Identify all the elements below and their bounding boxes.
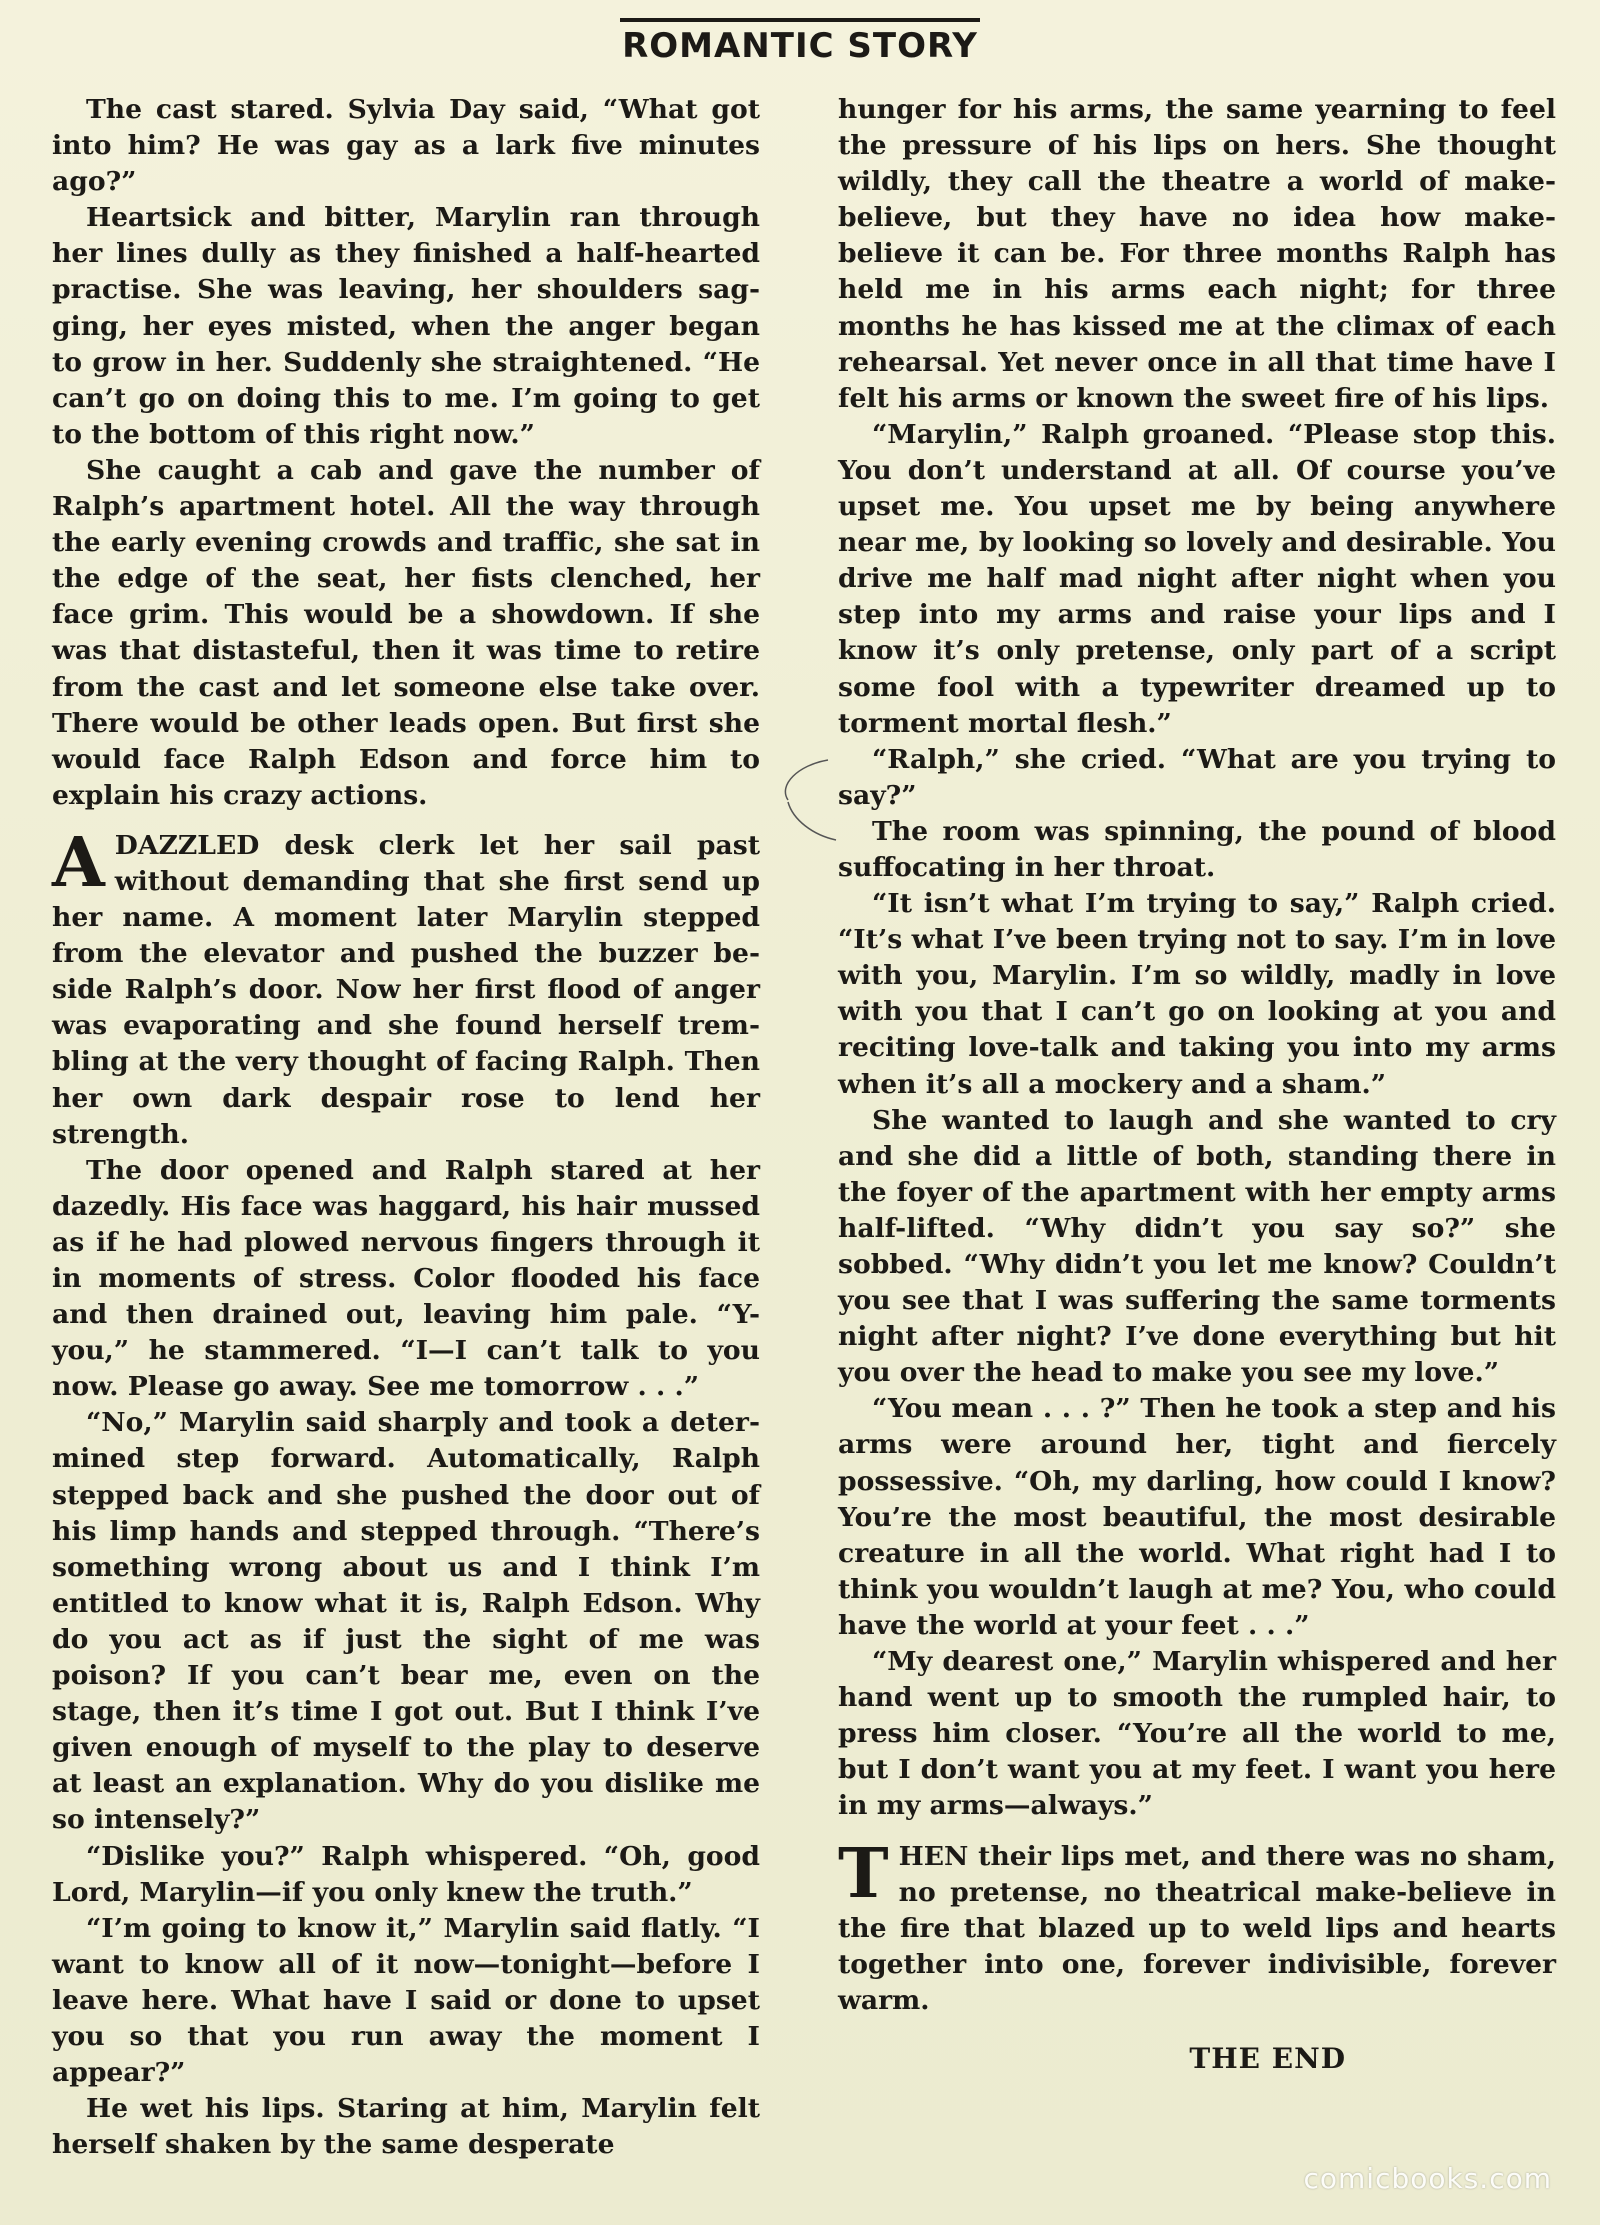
section-break <box>52 814 760 828</box>
right-column <box>838 92 1556 2077</box>
drop-cap-paragraph <box>838 1833 1556 2019</box>
drop-cap: T <box>838 1833 889 1914</box>
paragraph: She wanted to laugh and she wanted to cry and she did a little of both, standing there in the foyer of the apartment with her empty arms half-lifted. “Why didn’t you say so?” she sobbed. “Why didn’t you let me know? Couldn’t you see that I was suffering the same torments night after night? I’ve done everything but hit you over the head to make you see my love.” <box>838 1104 1556 1389</box>
drop-cap: A <box>52 822 105 903</box>
page-title: ROMANTIC STORY <box>622 26 978 66</box>
section-break <box>838 1825 1556 1839</box>
paragraph: The room was spinning, the pound of blood suffocating in her throat. <box>838 815 1556 883</box>
paragraph: He wet his lips. Staring at him, Marylin felt herself shaken by the same desperate <box>52 2093 760 2161</box>
paragraph: “I’m going to know it,” Marylin said flatly. “I want to know all of it now—tonight—before I leave here. What have I said or done to upset you so that you run away the moment I appear?” <box>52 1912 760 2089</box>
paragraph: “It isn’t what I’m trying to say,” Ralph cried. “It’s what I’ve been trying not to say. I’m in love with you, Marylin. I’m so wildly, madly in love with you that I can’t go on looking at you and reciting love-talk and taking you into my arms when it’s all a mockery and a sham.” <box>838 888 1556 1100</box>
paragraph: “You mean . . . ?” Then he took a step and his arms were around her, tight and fiercely possessive. “Oh, my darling, how could I know? You’re the most beautiful, the most desirable creature in all the world. What right had I to think you wouldn’t laugh at me? You, who could have the world at your feet . . .” <box>838 1393 1556 1641</box>
paragraph: “Dislike you?” Ralph whispered. “Oh, good Lord, Marylin—if you only knew the truth.” <box>52 1840 760 1908</box>
paragraph: “Marylin,” Ralph groaned. “Please stop this. You don’t understand at all. Of course you’ve upset me. You upset me by being anywhere near me, by looking so lovely and desirable. You drive me half mad night after night when you step into my arms and raise your lips and I know it’s only pretense, only part of a script some fool with a typewriter dreamed up to torment mortal flesh.” <box>838 418 1556 739</box>
fold-mark <box>758 740 848 860</box>
drop-cap-paragraph <box>52 822 760 1153</box>
paragraph: The door opened and Ralph stared at her dazedly. His face was haggard, his hair mussed as if he had plowed nervous fingers through it in moments of stress. Color flooded his face and then drained out, leaving him pale. “Y-you,” he stammered. “I—I can’t talk to you now. Please go away. See me tomorrow . . .” <box>52 1154 760 1403</box>
paragraph: She caught a cab and gave the number of Ralph’s apartment hotel. All the way through the early evening crowds and traffic, she sat in the edge of the seat, her fists clenched, her face grim. This would be a showdown. If she was that distasteful, then it was time to retire from the cast and let someone else take over. There would be other leads open. But first she would face Ralph Edson and force him to explain his crazy actions. <box>52 454 760 811</box>
left-column <box>52 92 760 2163</box>
paragraph: The cast stared. Sylvia Day said, “What got into him? He was gay as a lark five minutes ago?” <box>52 94 760 198</box>
paragraph: “No,” Marylin said sharply and took a determined step forward. Automatically, Ralph stepped back and she pushed the door out of his limp hands and stepped through. “There’s something wrong about us and I think I’m entitled to know what it is, Ralph Edson. Why do you act as if just the sight of me was poison? If you can’t bear me, even on the stage, then it’s time I got out. But I think I’ve given enough of myself to the play to deserve at least an explanation. Why do you dislike me so intensely?” <box>52 1407 760 1836</box>
paragraph: “My dearest one,” Marylin whispered and her hand went up to smooth the rumpled hair, to press him closer. “You’re all the world to me, but I don’t want you at my feet. I want you here in my arms—always.” <box>838 1646 1556 1822</box>
paragraph: “Ralph,” she cried. “What are you trying to say?” <box>838 743 1556 811</box>
paragraph-text: HEN their lips met, and there was no sham, no pretense, no theatrical make-believe in the fire that blazed up to weld lips and hearts together into one, forever indivisible, forever warm. <box>838 1840 1556 2016</box>
header-rule <box>620 18 980 22</box>
paragraph-text: DAZZLED desk clerk let her sail past without demanding that she first send up her name. A moment later Marylin stepped from the elevator and pushed the buzzer beside Ralph’s door. Now her first flood of anger was evaporating and she found herself trembling at the very thought of facing Ralph. Then her own dark despair rose to lend her strength. <box>52 829 760 1150</box>
paragraph: Heartsick and bitter, Marylin ran through her lines dully as they finished a half-hearted practise. She was leaving, her shoulders sagging, her eyes misted, when the anger began to grow in her. Suddenly she straightened. “He can’t go on doing this to me. I’m going to get to the bottom of this right now.” <box>52 202 760 450</box>
watermark: comicbooks.com <box>1303 2162 1552 2195</box>
paragraph: hunger for his arms, the same yearning to feel the pressure of his lips on hers. She thought wildly, they call the theatre a world of make-believe, but they have no idea how make-believe it can be. For three months Ralph has held me in his arms each night; for three months he has kissed me at the climax of each rehearsal. Yet never once in all that time have I felt his arms or known the sweet fire of his lips. <box>838 94 1556 414</box>
the-end-label: THE END <box>1189 2041 1346 2075</box>
